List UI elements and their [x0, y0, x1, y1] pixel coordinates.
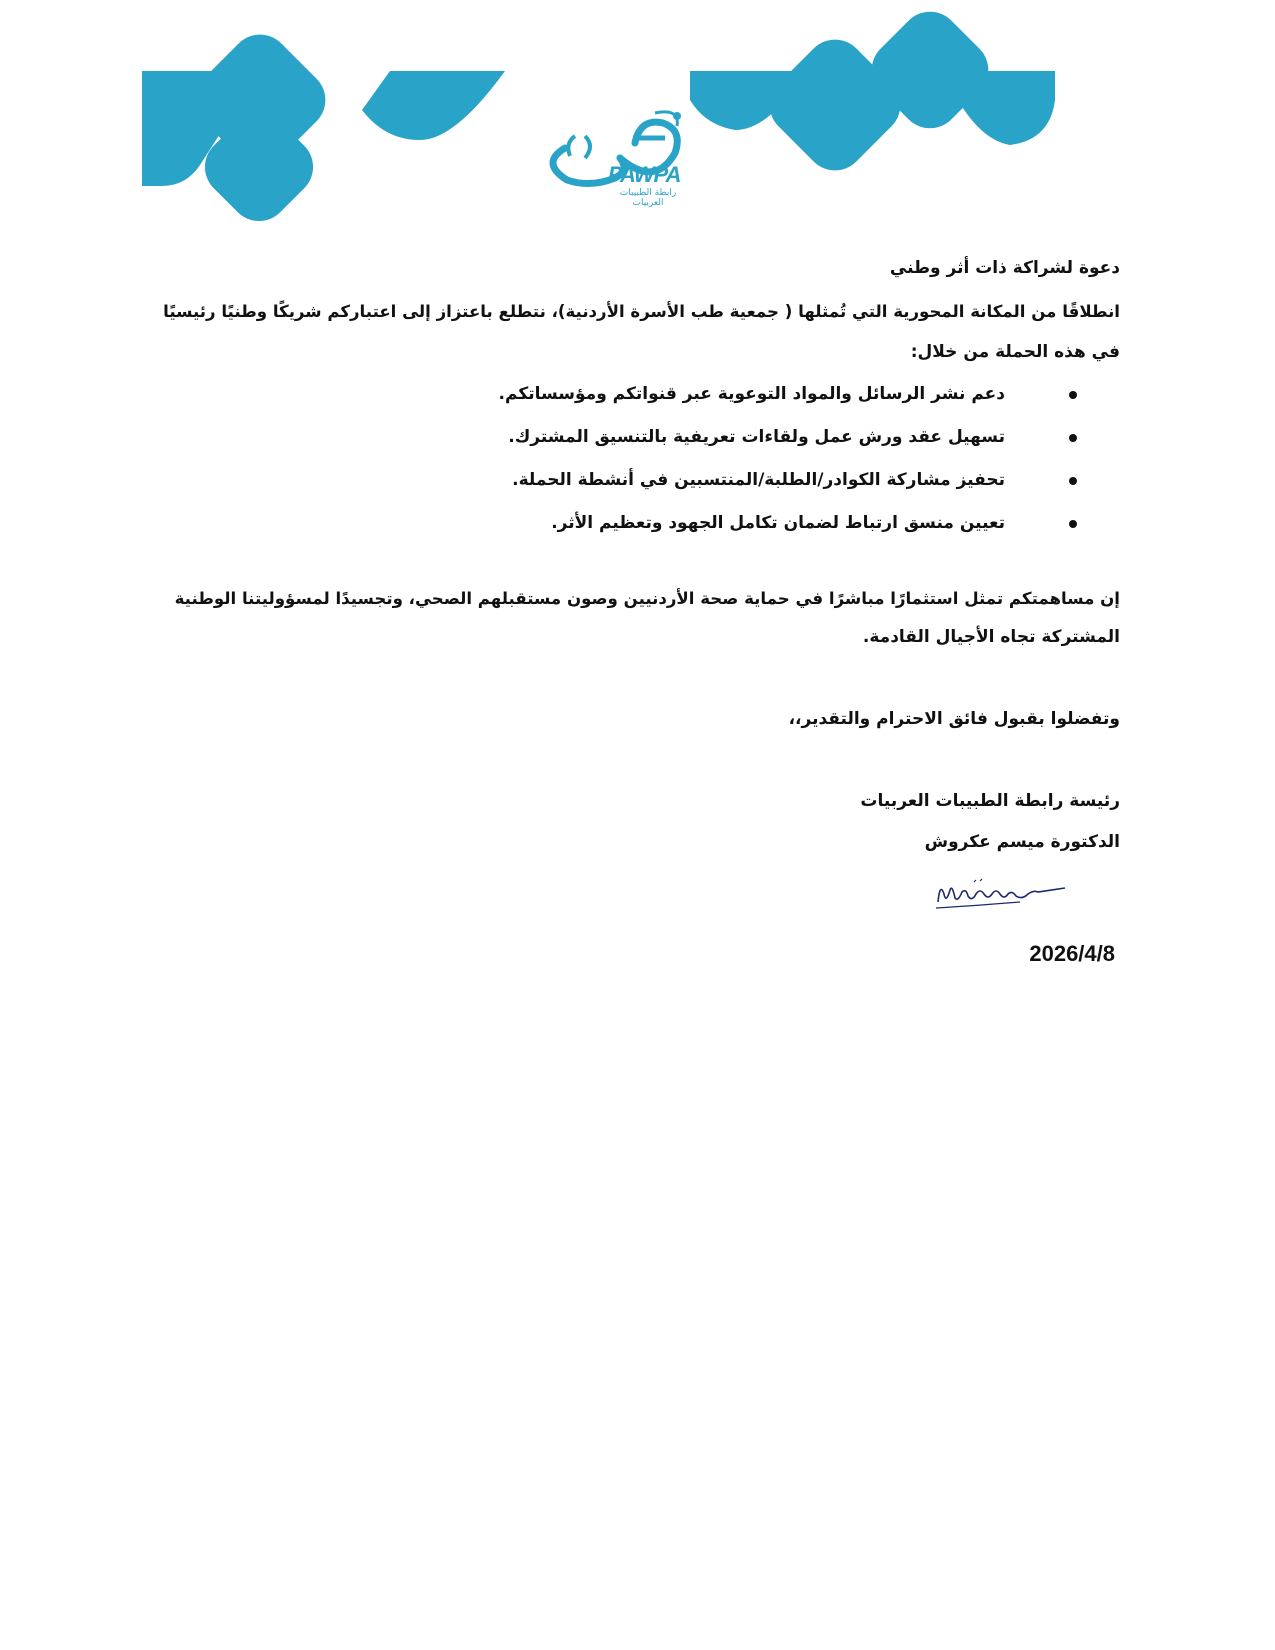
list-item — [499, 459, 1005, 502]
list-item — [499, 416, 1005, 459]
letter-title: دعوة لشراكة ذات أثر وطني — [889, 258, 1120, 278]
intro-line-2: في هذه الحملة من خلال: — [910, 342, 1120, 362]
bullet-text: تعيين منسق ارتباط لضمان تكامل الجهود وتعظيم الأثر. — [551, 513, 1005, 533]
bullet-text: دعم نشر الرسائل والمواد التوعوية عبر قنواتكم ومؤسساتكم. — [498, 384, 1005, 404]
bullet-icon — [1069, 520, 1077, 528]
pawpa-logo — [545, 108, 715, 208]
bullet-icon — [1069, 391, 1077, 399]
bullet-text: تحفيز مشاركة الكوادر/الطلبة/المنتسبين في أنشطة الحملة. — [512, 470, 1005, 490]
signer-name: الدكتورة ميسم عكروش — [924, 832, 1120, 852]
bullet-icon — [1069, 477, 1077, 485]
bullet-icon — [1069, 434, 1077, 442]
contribution-bullet-list — [499, 373, 1005, 545]
bullet-text: تسهيل عقد ورش عمل ولقاءات تعريفية بالتنسيق المشترك. — [508, 427, 1005, 447]
logo-arabic-text: رابطة الطبيبات العربيات — [619, 188, 677, 208]
closing-line: وتفضلوا بقبول فائق الاحترام والتقدير،، — [788, 709, 1120, 729]
handwritten-signature — [930, 872, 1070, 917]
logo-latin-text: PAWPA — [608, 162, 681, 187]
header-banner — [0, 0, 1275, 240]
contribution-line-1: إن مساهمتكم تمثل استثمارًا مباشرًا في حماية صحة الأردنيين وصون مستقبلهم الصحي، وتجسيدًا لمسؤوليتنا الوطنية — [174, 589, 1120, 608]
intro-line-1: انطلاقًا من المكانة المحورية التي تُمثلها ( جمعية طب الأسرة الأردنية)، نتطلع باعتزاز إلى اعتباركم شريكًا وطنيًا رئيسيًا — [163, 302, 1120, 321]
signer-title: رئيسة رابطة الطبيبات العربيات — [860, 791, 1120, 811]
contribution-line-2: المشتركة تجاه الأجيال القادمة. — [862, 627, 1120, 647]
list-item — [499, 373, 1005, 416]
letter-date: 2026/4/8 — [1029, 941, 1115, 966]
list-item — [499, 502, 1005, 545]
